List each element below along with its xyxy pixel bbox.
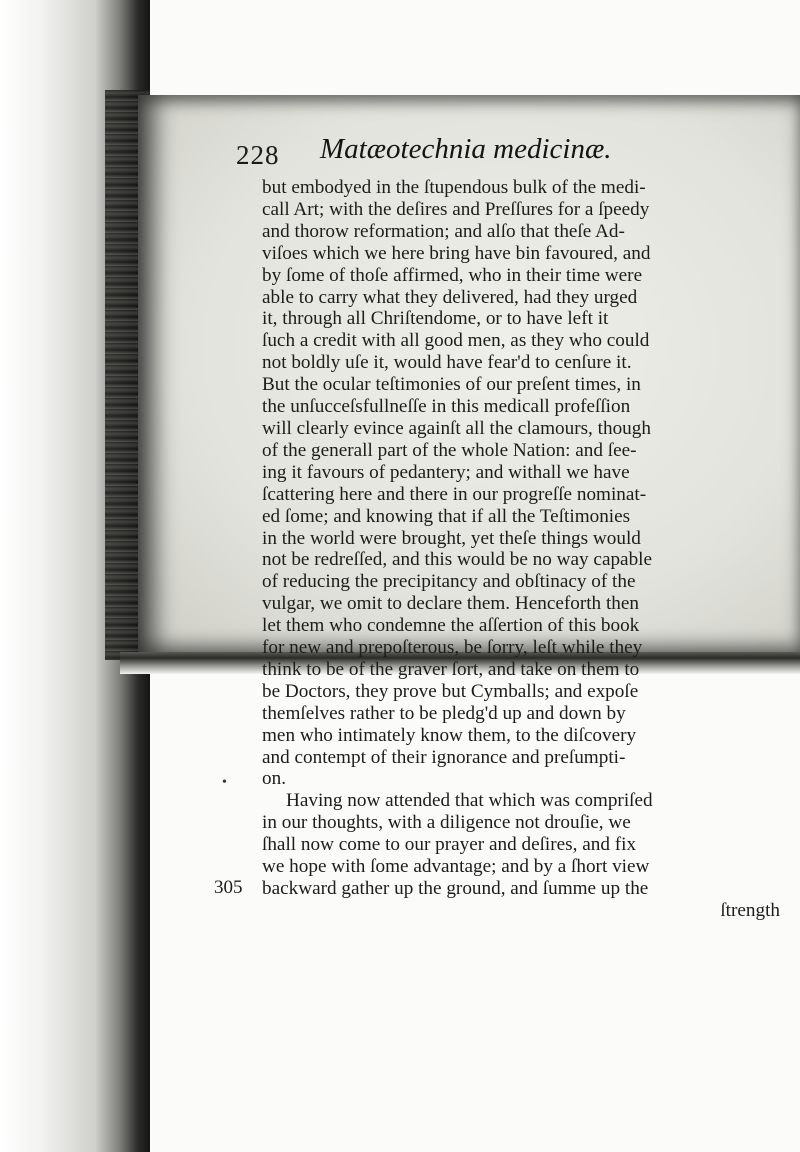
margin-dot-mark: •: [222, 775, 227, 790]
text-line: But the ocular teſtimonies of our preſent times, in: [262, 374, 641, 396]
text-line: men who intimately know them, to the diſcovery: [262, 724, 637, 746]
text-line: but embodyed in the ſtupendous bulk of the medi-: [262, 177, 646, 198]
text-line: for new and prepoſterous, be ſorry, leſt while they: [262, 637, 643, 659]
text-line: ſhall now come to our prayer and deſires, and fix: [262, 834, 637, 856]
text-line: in the world were brought, yet theſe things would: [262, 527, 641, 549]
body-text: [262, 177, 792, 922]
text-line: by ſome of thoſe affirmed, who in their time were: [262, 264, 643, 286]
text-line: backward gather up the ground, and ſumme up the: [262, 878, 649, 899]
text-line: will clearly evince againſt all the clamours, though: [262, 417, 651, 439]
text-line: ſcattering here and there in our progreſſe nominat-: [262, 483, 647, 505]
text-line: vulgar, we omit to declare them. Henceforth then: [262, 593, 639, 615]
text-line: ed ſome; and knowing that if all the Teſtimonies: [262, 505, 631, 527]
text-line: in our thoughts, with a diligence not drouſie, we: [262, 812, 631, 834]
margin-line-number: 305: [214, 877, 243, 898]
text-line: it, through all Chriſtendome, or to have left it: [262, 308, 609, 330]
page-number: 228: [236, 140, 280, 170]
text-line: we hope with ſome advantage; and by a ſhort view: [262, 856, 650, 878]
text-line: ſuch a credit with all good men, as they who could: [262, 330, 650, 352]
text-line: let them who condemne the aſſertion of this book: [262, 615, 640, 637]
text-line: the unſucceſsfullneſſe in this medicall profeſſion: [262, 396, 631, 418]
text-line: able to carry what they delivered, had they urged: [262, 286, 638, 308]
catchword: ſtrength: [720, 899, 780, 921]
text-line: of reducing the precipitancy and obſtinacy of the: [262, 571, 636, 593]
text-line: not be redreſſed, and this would be no way capable: [262, 549, 653, 571]
text-line: and thorow reformation; and alſo that theſe Ad-: [262, 220, 625, 242]
text-line: call Art; with the deſires and Preſſures for a ſpeedy: [262, 198, 650, 220]
text-line: think to be of the graver ſort, and take on them to: [262, 658, 640, 680]
text-line: not boldly uſe it, would have fear'd to cenſure it.: [262, 352, 632, 374]
running-title: Matæotechnia medicinæ.: [320, 133, 612, 165]
text-line: be Doctors, they prove but Cymballs; and expoſe: [262, 680, 639, 702]
text-line: themſelves rather to be pledg'd up and down by: [262, 702, 626, 724]
text-line: viſoes which we here bring have bin favoured, and: [262, 242, 651, 264]
text-line: on.: [262, 768, 286, 790]
text-line: Having now attended that which was compriſed: [286, 790, 653, 812]
text-line: and contempt of their ignorance and preſumpti-: [262, 746, 626, 768]
text-line: ing it favours of pedantery; and withall we have: [262, 461, 630, 483]
text-line: of the generall part of the whole Nation: and ſee-: [262, 439, 637, 461]
